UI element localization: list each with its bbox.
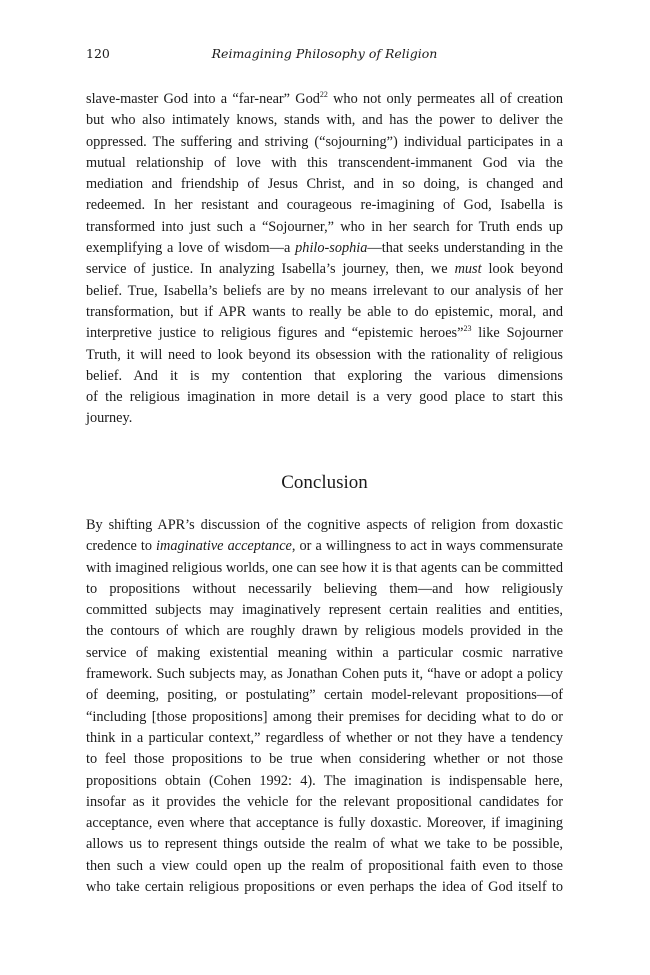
footnote-ref-23: 23 [463, 324, 472, 334]
paragraph-conclusion [86, 515, 563, 898]
text-line: but who also intimately knows, stands with, and has the power to deliver the [86, 112, 563, 129]
text-line: redeemed. In her resistant and courageous re-imagining of God, Isabella is [86, 197, 563, 214]
text-line: interpretive justice to religious figures and “epistemic heroes”$^{23}$ like Sojourner [86, 324, 563, 342]
paragraph-sojourner [86, 89, 563, 430]
text-line: insofar as it provides the vehicle for the relevant propositional candidates for [86, 793, 563, 810]
text-line: to propositions without necessarily believing them—and how religiously [86, 580, 563, 597]
text-line: who take certain religious propositions or even perhaps the idea of God itself to [86, 879, 563, 896]
text-line: By shifting APR’s discussion of the cognitive aspects of religion from doxastic [86, 517, 563, 533]
running-header [86, 46, 563, 64]
text-line: propositions obtain (Cohen 1992: 4). The imagination is indispensable here, [86, 772, 563, 789]
text-line: mediation and friendship of Jesus Christ, and in so doing, is changed and [86, 176, 563, 193]
text-line: then such a view could open up the realm of propositional faith even to those [86, 857, 563, 874]
text-line: exemplifying a love of wisdom—a philo-sophia—that seeks understanding in the [86, 240, 563, 257]
text-line: framework. Such subjects may, as Jonathan Cohen puts it, “have or adopt a policy [86, 666, 563, 683]
text-line: acceptance, even where that acceptance is fully doxastic. Moreover, if imagining [86, 815, 563, 832]
text-line: of the religious imagination in more detail is a very good place to start this [86, 389, 563, 406]
text-line: with imagined religious worlds, one can see how it is that agents can be committed [86, 559, 563, 576]
text-line: think in a particular context,” regardless of whether or not they have a tendency [86, 729, 563, 746]
text-line: the contours of which are roughly drawn by religious models provided in the [86, 623, 563, 640]
text-line: “including [those propositions] among their premises for deciding what to do or [86, 708, 563, 725]
text-line: belief. And it is my contention that exploring the various dimensions [86, 367, 563, 384]
text-line: slave-master God into a “far-near” God$^{22}$ who not only permeates all of creation [86, 90, 563, 107]
section-heading: Conclusion [281, 472, 368, 493]
text-line: Truth, it will need to look beyond its obsession with the rationality of religious [86, 346, 563, 363]
footnote-ref-22: 22 [319, 90, 328, 99]
page-number: 120 [86, 46, 110, 61]
text-line: oppressed. The suffering and striving (“sojourning”) individual participates in a [86, 133, 563, 150]
italic-emphasis: must [454, 261, 482, 278]
text-line: service of making existential meaning within a particular cosmic narrative [86, 644, 563, 661]
italic-term: imaginative acceptance [156, 538, 292, 555]
text-line: allows us to represent things outside the realm of what we take to be possible, [86, 836, 563, 853]
text-line: of deeming, positing, or postulating” certain model-relevant propositions—of [86, 687, 563, 704]
text-line: committed subjects may imaginatively represent certain realities and entities, [86, 602, 563, 619]
text-line: belief. True, Isabella’s beliefs are by no means irrelevant to our analysis of her [86, 282, 563, 299]
text-line: service of justice. In analyzing Isabella’s journey, then, we must look beyond [86, 261, 563, 278]
text-line: transformed into just such a “Sojourner,” who in her search for Truth ends up [86, 218, 563, 235]
text-line: mutual relationship of love with this transcendent-immanent God via the [86, 154, 563, 171]
italic-term: philo-sophia [295, 240, 368, 257]
text-line: journey. [86, 410, 133, 427]
text-line: transformation, but if APR wants to really be able to do epistemic, moral, and [86, 303, 563, 320]
text-line: to feel those propositions to be true when considering whether or not those [86, 751, 563, 768]
running-title: Reimagining Philosophy of Religion [211, 46, 438, 61]
text-line: credence to imaginative acceptance, or a willingness to act in ways commensurate [86, 538, 563, 555]
